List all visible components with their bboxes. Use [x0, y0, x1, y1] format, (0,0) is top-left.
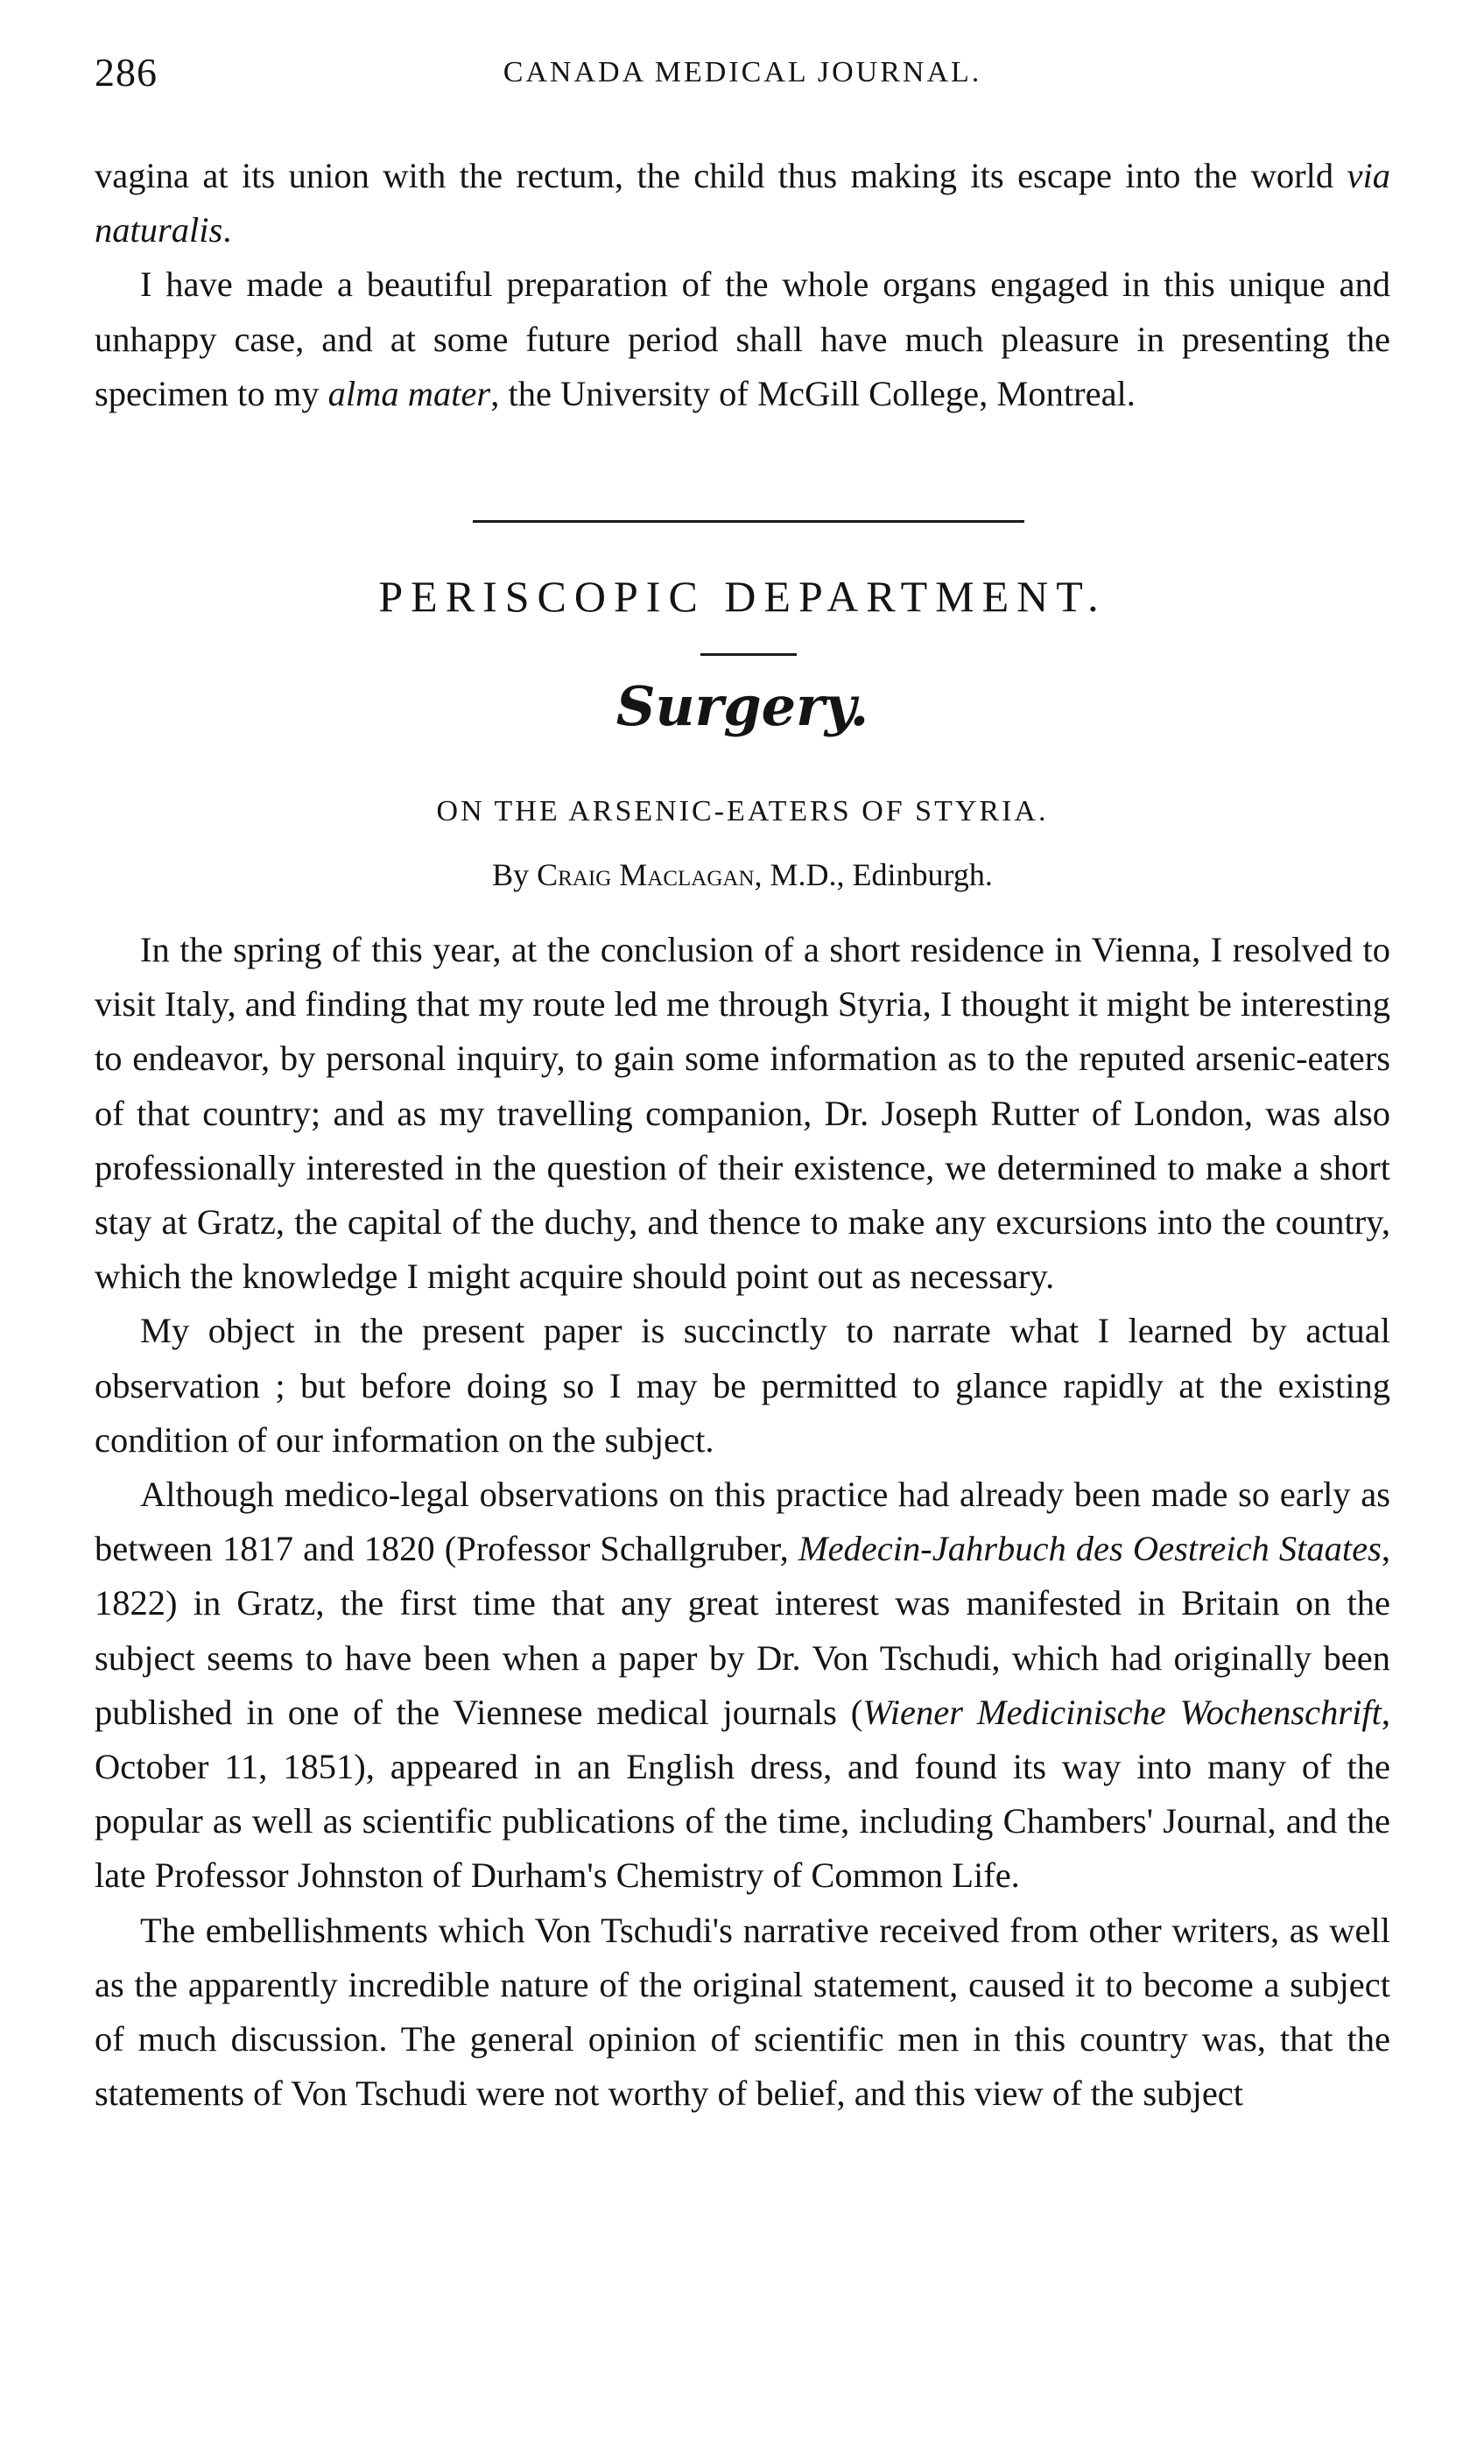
author-name: Craig Maclagan [537, 857, 755, 892]
subsection-title: Surgery. [615, 674, 869, 738]
running-head: CANADA MEDICAL JOURNAL. [503, 56, 982, 88]
journal-citation-2: Wiener Medicinische Wochenschrift [862, 1692, 1382, 1732]
article-paragraph-3: Although medico-legal observations on this practice had already been made so early as between 1817 and 1820 (Professor Schallgruber, Medecin-Jahrbuch des Oestreich Staates, 1822) in Gratz, the first time that any great interest was manifested in Britain on the subject seems to have been when a paper by Dr. Von Tschudi, which had originally been published in one of the Viennese medical journals (Wiener Medicinische Wochenschrift, October 11, 1851), appeared in an English dress, and found its way into many of the popular as well as scientific publications of the time, including Chambers' Journal, and the late Professor Johnston of Durham's Chemistry of Common Life. [95, 1475, 1391, 1896]
continued-paragraph: vagina at its union with the rectum, the child thus making its escape into the world via naturalis. [95, 156, 1390, 250]
article-paragraph-2: My object in the present paper is succinctly to narrate what I learned by actual observation ; but before doing so I may be permitted to glance rapidly at the existing condition of our information on the subject. [95, 1311, 1390, 1460]
section-divider-rule [473, 520, 1024, 523]
byline: By Craig Maclagan, M.D., Edinburgh. [492, 857, 993, 892]
page-header [95, 49, 1390, 110]
short-divider-rule [700, 653, 797, 656]
continued-text [95, 149, 1390, 421]
latin-phrase: via naturalis [95, 156, 1390, 250]
article-title: ON THE ARSENIC-EATERS OF STYRIA. [436, 795, 1049, 827]
page-number: 286 [95, 50, 158, 95]
article-paragraph-1: In the spring of this year, at the conclusion of a short residence in Vienna, I resolved to visit Italy, and finding that my route led me through Styria, I thought it might be interesting to endeavor, by personal inquiry, to gain some information as to the reputed arsenic-eaters of that country; and as my travelling companion, Dr. Joseph Rutter of London, was also professionally interested in the question of their existence, we determined to make a short stay at Gratz, the capital of the duchy, and thence to make any excursions into the country, which the knowledge I might acquire should point out as necessary. [95, 930, 1390, 1297]
article-paragraph-4: The embellishments which Von Tschudi's narrative received from other writers, as well as the apparently incredible nature of the original statement, caused it to become a subject of much discussion. The general opinion of scientific men in this country was, that the statements of Von Tschudi were not worthy of belief, and this view of the subject [95, 1910, 1390, 2114]
journal-citation-1: Medecin-Jahrbuch des Oestreich Staates [798, 1529, 1382, 1569]
article-body [95, 923, 1390, 2121]
specimen-paragraph: I have made a beautiful preparation of the whole organs engaged in this unique and unhappy case, and at some future period shall have much pleasure in presenting the specimen to my alma mater, the University of McGill College, Montreal. [95, 264, 1390, 413]
section-title: PERISCOPIC DEPARTMENT. [378, 572, 1107, 621]
alma-mater-phrase: alma mater [327, 373, 491, 413]
